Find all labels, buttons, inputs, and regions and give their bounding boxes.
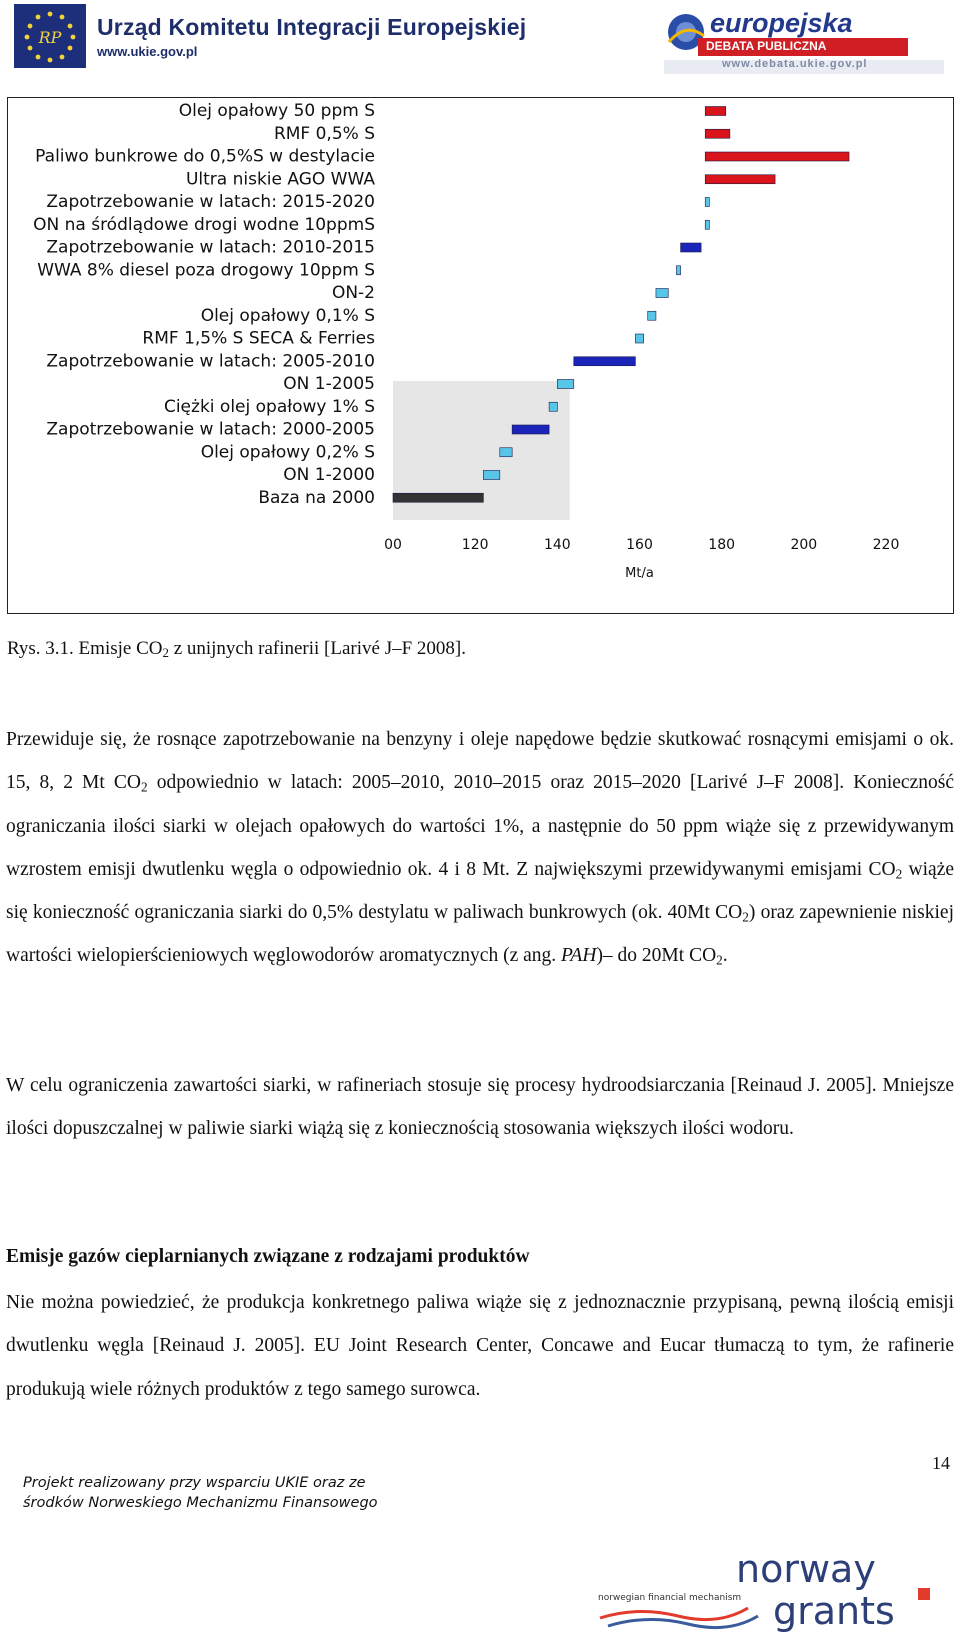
paragraph-product-emissions: Nie można powiedzieć, że produkcja konkretnego paliwa wiąże się z jednoznacznie przypisaną, pewną ilością emisji dwutlenku węgla [Reinaud J. 2005]. EU Joint Research Center, Concawe and Eucar tłumaczą to tym, że rafinerie produkują wiele różnych produktów z tego samego surowca. xyxy=(6,1292,954,1400)
bar xyxy=(705,198,709,207)
norway-grants-wave-icon xyxy=(600,1608,758,1628)
x-tick-label: 200 xyxy=(790,537,818,553)
bar-label: Ultra niskie AGO WWA xyxy=(185,169,375,190)
bar-label: Zapotrzebowanie w latach: 2010-2015 xyxy=(46,237,375,258)
bar xyxy=(656,289,668,298)
eu-flag-logo xyxy=(14,4,86,68)
norway-tagline: norwegian financial mechanism xyxy=(598,1593,742,1603)
debata-subtitle: DEBATA PUBLICZNA xyxy=(698,38,899,54)
bar xyxy=(574,357,636,366)
bar-label: WWA 8% diesel poza drogowy 10ppm S xyxy=(37,260,375,281)
bar xyxy=(705,175,775,184)
bar xyxy=(635,334,643,343)
bar-label: Paliwo bunkrowe do 0,5%S w destylacie xyxy=(35,146,375,167)
bar-label: ON-2 xyxy=(331,283,375,303)
bar-label: RMF 0,5% S xyxy=(273,123,375,144)
bar xyxy=(705,129,730,138)
ukie-url: www.ukie.gov.pl xyxy=(97,44,198,59)
bar xyxy=(393,493,483,502)
bar xyxy=(512,425,549,434)
page-number: 14 xyxy=(932,1453,950,1473)
x-tick-label: 160 xyxy=(626,537,653,553)
bar-label: ON 1-2000 xyxy=(283,465,375,485)
bar xyxy=(549,402,557,411)
x-axis-label: Mt/a xyxy=(625,566,654,581)
emissions-chart xyxy=(7,97,954,614)
bar-label: Olej opałowy 50 ppm S xyxy=(178,101,375,121)
norway-word: norway xyxy=(736,1548,876,1591)
bar xyxy=(500,448,512,457)
bar-label: Baza na 2000 xyxy=(258,487,375,508)
bar xyxy=(648,311,656,320)
bar xyxy=(483,471,499,480)
norway-grants-logo xyxy=(598,1548,948,1638)
bar-label: Olej opałowy 0,1% S xyxy=(200,305,375,326)
svg-text:RP: RP xyxy=(38,28,62,47)
bar-label: Zapotrzebowanie w latach: 2015-2020 xyxy=(46,192,375,212)
bar-label: RMF 1,5% S SECA & Ferries xyxy=(142,328,375,349)
debata-url: www.debata.ukie.gov.pl xyxy=(722,58,868,70)
x-tick-label: 140 xyxy=(543,537,571,553)
footer-line-2: środków Norweskiego Mechanizmu Finansowego xyxy=(23,1495,378,1511)
bar-label: Zapotrzebowanie w latach: 2005-2010 xyxy=(46,351,375,372)
grants-word: grants xyxy=(773,1589,895,1633)
bar xyxy=(705,107,726,116)
ukie-title: Urząd Komitetu Integracji Europejskiej xyxy=(97,14,527,40)
bar xyxy=(681,243,702,252)
section-heading: Emisje gazów cieplarnianych związane z rodzajami produktów xyxy=(6,1246,530,1267)
x-tick-label: 120 xyxy=(461,537,489,553)
footer-funding-note xyxy=(23,1473,378,1513)
bar xyxy=(676,266,680,275)
bar xyxy=(705,220,709,229)
debata-title: europejska xyxy=(710,8,853,38)
figure-caption: Rys. 3.1. Emisje $CO_2$ z unijnych rafinerii [Larivé J–F 2008]. xyxy=(7,638,466,661)
paragraph-emissions-forecast: Przewiduje się, że rosnące zapotrzebowanie na benzyny i oleje napędowe będzie skutkować rosnącymi emisjami o ok. 15, 8, 2 Mt $CO_2$ odpowiednio w latach: 2005–2010, 2010–2015 oraz 2015–2020 [Larivé J–F 2008]. Konieczność ograniczania ilości siarki w olejach opałowych do wartości 1%, a następnie do 50 ppm wiąże się z przewidywanym wzrostem emisji dwutlenku węgla o odpowiednio ok. 4 i 8 Mt. Z największymi przewidywanymi emisjami $CO_2$ wiąże się konieczność ograniczania siarki do 0,5% destylatu w paliwach bunkrowych (ok. 40Mt $CO_2$) oraz zapewnienie niskiej wartości wielopierścieniowych węglowodorów aromatycznych (z ang. PAH)– do 20Mt $CO_2$. xyxy=(6,729,955,968)
bar-label: Olej opałowy 0,2% S xyxy=(200,442,375,463)
bar xyxy=(557,380,573,389)
bar-label: ON na śródlądowe drogi wodne 10ppmS xyxy=(33,214,375,235)
bar-label: Ciężki olej opałowy 1% S xyxy=(163,396,375,417)
x-tick-label: 00 xyxy=(384,537,402,553)
bar xyxy=(705,152,849,161)
chart-canvas xyxy=(8,98,953,613)
bar-label: Zapotrzebowanie w latach: 2000-2005 xyxy=(46,419,375,440)
bar-label: ON 1-2005 xyxy=(283,374,375,394)
x-tick-label: 220 xyxy=(872,537,900,553)
paragraph-desulfurization: W celu ograniczenia zawartości siarki, w rafineriach stosuje się procesy hydroodsiarczania [Reinaud J. 2005]. Mniejsze ilości dopuszczalnej w paliwie siarki wiążą się z koniecznością stosowania większych ilości wodoru. xyxy=(6,1075,954,1140)
x-tick-label: 180 xyxy=(708,537,736,553)
footer-line-1: Projekt realizowany przy wsparciu UKIE oraz ze xyxy=(23,1475,366,1491)
